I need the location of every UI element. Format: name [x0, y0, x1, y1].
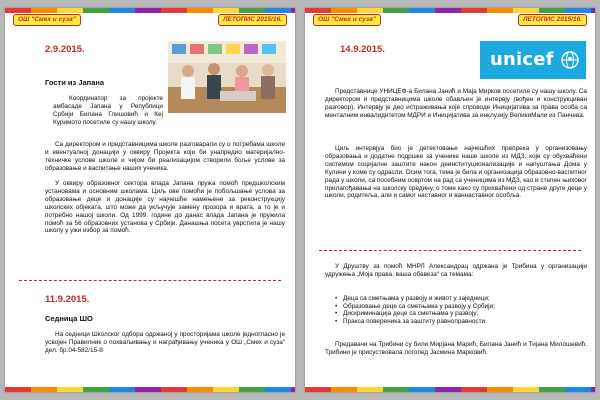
- paragraph: Представнице УНИЦЕФ-а Билана Јанић и Маја Мирков посетиле су нашу школу. Са директором и представницима школе обављен је интервју (вођен и конструкциван разговор). Интервју је део истраживања које спроводе Иницијатива за права особа са менталним инвалидитетом МДРИ и Иницијатива за инклузију ВеликиМали из Панчева.: [325, 88, 587, 119]
- topic-list: [335, 295, 585, 325]
- paragraph: Циљ интервјуа био је детектовање најчешћих препрека у организовању образовања и додатне подршке за ученике наше школе из МДЗ, које су обухваћени системом социјалне заштите након деинституционализације и напуштања Дома у Кулини у коме су одрасли. Осим тога, тема је била и организација образовно-васпитног рада у школи, са посебним освртом на рад са ученицима из МДЗ, као и степен њиховог прилагођавања на школску средину, о томе како су прихваћени од стране друге деце у школи, родитеља, али и самог наставног и ваннаставног особља.: [325, 145, 587, 200]
- paragraph: У Друштву за помоћ МНРЛ Александрац одржана је Трибина у организацији удружења „Моја права, ваша обавеза“ са темама:: [325, 263, 587, 278]
- paragraph: На седници Школског одбора одржаној у просторијама школе једногласно је усвојен Правилник о похваљивању и награђивању ученика у ОШ „Смех и суза“ дел. бр.04-582/15-8: [45, 331, 285, 354]
- bottom-stripe: [5, 387, 295, 392]
- list-item: • Деца са сметњама у развоју и живот у заједници;: [335, 295, 585, 303]
- bottom-stripe: [305, 387, 595, 392]
- top-stripe: [5, 8, 295, 13]
- chronicle-title: ЛЕТОПИС 2015/16.: [518, 14, 587, 26]
- chronicle-title: ЛЕТОПИС 2015/16.: [218, 14, 287, 26]
- photo-guests: [168, 41, 286, 113]
- list-item: • Дискриминација деце са сметњама у развоју;: [335, 310, 585, 318]
- entry-heading: Седница ШО: [45, 314, 93, 323]
- globe-icon: [560, 50, 580, 70]
- paragraph: Предавачи на Трибини су били Мирјана Марић, Билана Јанић и Тијана Милошевић. Трибини је присуствовала логопед Јасмина Марковић.: [325, 341, 587, 356]
- unicef-wordmark: unicef: [490, 49, 554, 70]
- right-page: [305, 8, 595, 392]
- entry-date: 11.9.2015.: [45, 294, 90, 305]
- school-name: ОШ "Смех и суза": [13, 14, 81, 26]
- list-item: • Пракса повереника за заштиту равноправности.: [335, 318, 585, 326]
- unicef-logo: [480, 41, 586, 79]
- left-page: [5, 8, 295, 392]
- page-header: [13, 14, 287, 26]
- paragraph: У оквиру образовног сектора влада Јапана пружа помоћ предшколским установама и основним школама. Циљ ове помоћи је побољшање услова за образовање деце и донације су најчешће намењене за реконструкцију школских објеката, што може да укључује замену прозора и врата, а то је и потребно нашој школи. Од 1999. године до данас влада Јапана је пружила помоћ за 56 образовних установа у Србији. Данашња посета уврстила је нашу школу у ужи избор за помоћ.: [45, 180, 285, 235]
- list-item: • Образовање деце са сметњама у развоју у Србији;: [335, 303, 585, 311]
- page-header: [313, 14, 587, 26]
- section-divider: [319, 250, 581, 251]
- paragraph: Са директором и представницима школе разговарали су о потребама школе и евентуалној донацији у оквиру Пројекта који би унапредио материјално-техничке услове школе и чијом би реализацијом створили боље услове за образовање и васпитање наших ученика.: [45, 141, 285, 172]
- school-name: ОШ "Смех и суза": [313, 14, 381, 26]
- entry-date: 2.9.2015.: [45, 44, 85, 55]
- section-divider: [19, 280, 281, 281]
- paragraph: Координатор за пројекте амбасаде Јапана у Републици Србији Билана Глишовић и Кеј Куримото посетиле су нашу школу.: [53, 95, 163, 126]
- entry-date: 14.9.2015.: [340, 44, 385, 55]
- entry-heading: Гости из Јапана: [45, 78, 105, 87]
- top-stripe: [305, 8, 595, 13]
